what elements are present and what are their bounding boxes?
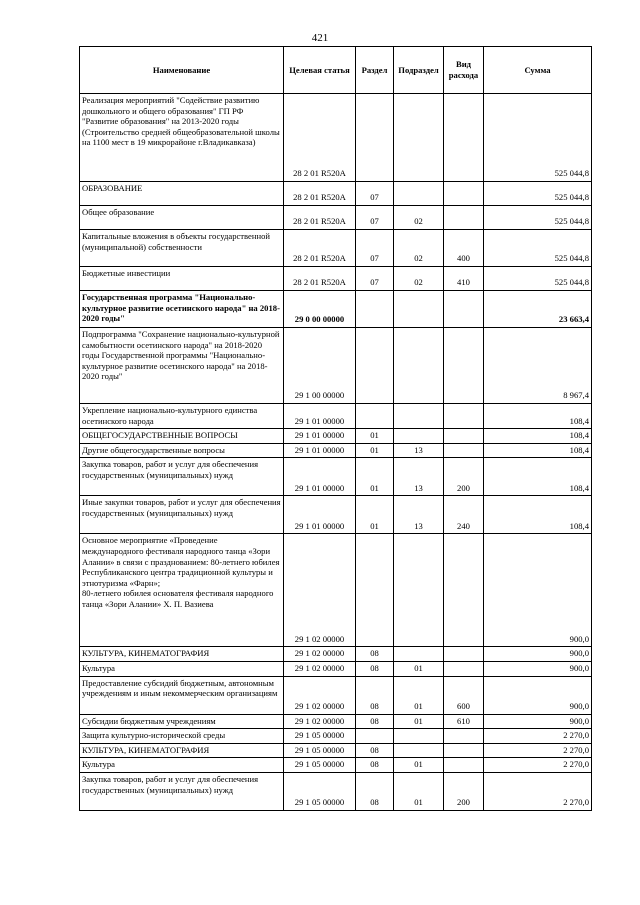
row-subsection (394, 404, 444, 429)
row-section (356, 404, 394, 429)
table-row (80, 758, 592, 773)
table-row (80, 661, 592, 676)
table-row (80, 443, 592, 458)
row-name: Основное мероприятие «Проведение международного фестиваля народного танца «Зори Алании» в связи с празднованием: 80-летнего юбилея Республиканского центра традиционной культуры и этнотуризма «Фарн»; 80-летнего юбилея основателя фестиваля народного танца «Зори Алании» Х. П. Вазиева (80, 534, 284, 647)
row-code: 29 1 01 00000 (284, 429, 356, 444)
row-section: 08 (356, 661, 394, 676)
table-row (80, 404, 592, 429)
row-subsection (394, 647, 444, 662)
row-name: КУЛЬТУРА, КИНЕМАТОГРАФИЯ (80, 647, 284, 662)
budget-table (79, 46, 592, 811)
row-sum: 108,4 (484, 443, 592, 458)
row-type (444, 206, 484, 230)
row-type (444, 328, 484, 404)
row-name: Культура (80, 661, 284, 676)
row-code: 29 1 00 00000 (284, 328, 356, 404)
row-sum: 2 270,0 (484, 743, 592, 758)
row-subsection (394, 429, 444, 444)
row-name: ОБРАЗОВАНИЕ (80, 182, 284, 206)
table-row (80, 230, 592, 267)
row-type (444, 729, 484, 744)
row-sum: 8 967,4 (484, 328, 592, 404)
row-subsection: 13 (394, 496, 444, 534)
header-name: Наименование (80, 47, 284, 94)
row-section: 07 (356, 267, 394, 291)
row-code: 29 1 01 00000 (284, 443, 356, 458)
row-sum: 525 044,8 (484, 94, 592, 182)
row-name: ОБЩЕГОСУДАРСТВЕННЫЕ ВОПРОСЫ (80, 429, 284, 444)
row-code: 29 1 02 00000 (284, 647, 356, 662)
row-subsection (394, 729, 444, 744)
table-row (80, 714, 592, 729)
row-name: Укрепление национально-культурного единства осетинского народа (80, 404, 284, 429)
row-subsection (394, 182, 444, 206)
row-code: 29 1 02 00000 (284, 676, 356, 714)
row-name: Иные закупки товаров, работ и услуг для обеспечения государственных (муниципальных) нужд (80, 496, 284, 534)
row-sum: 900,0 (484, 647, 592, 662)
row-code: 29 0 00 00000 (284, 291, 356, 328)
table-row (80, 94, 592, 182)
row-name: КУЛЬТУРА, КИНЕМАТОГРАФИЯ (80, 743, 284, 758)
row-subsection: 02 (394, 230, 444, 267)
table-row (80, 647, 592, 662)
row-section (356, 94, 394, 182)
row-section (356, 291, 394, 328)
row-sum: 525 044,8 (484, 206, 592, 230)
row-code: 28 2 01 R520A (284, 206, 356, 230)
row-sum: 108,4 (484, 458, 592, 496)
row-section (356, 729, 394, 744)
row-type (444, 429, 484, 444)
row-code: 28 2 01 R520A (284, 267, 356, 291)
row-name: Субсидии бюджетным учреждениям (80, 714, 284, 729)
row-subsection (394, 328, 444, 404)
row-section: 07 (356, 230, 394, 267)
row-sum: 2 270,0 (484, 758, 592, 773)
row-subsection (394, 743, 444, 758)
row-type: 200 (444, 458, 484, 496)
row-subsection (394, 94, 444, 182)
table-header-row (80, 47, 592, 94)
row-subsection: 01 (394, 676, 444, 714)
row-section: 08 (356, 647, 394, 662)
header-sum: Сумма (484, 47, 592, 94)
row-section: 07 (356, 182, 394, 206)
row-section: 08 (356, 714, 394, 729)
table-body (80, 94, 592, 811)
row-section (356, 534, 394, 647)
row-type: 610 (444, 714, 484, 729)
row-section: 01 (356, 429, 394, 444)
page-number: 421 (311, 32, 329, 44)
row-subsection: 01 (394, 661, 444, 676)
table-row (80, 772, 592, 810)
row-type: 240 (444, 496, 484, 534)
row-name: Общее образование (80, 206, 284, 230)
table-row (80, 328, 592, 404)
row-type (444, 182, 484, 206)
row-name: Закупка товаров, работ и услуг для обеспечения государственных (муниципальных) нужд (80, 772, 284, 810)
row-type (444, 661, 484, 676)
table-row (80, 496, 592, 534)
row-sum: 525 044,8 (484, 230, 592, 267)
table-row (80, 182, 592, 206)
row-name: Государственная программа "Национально-культурное развитие осетинского народа" на 2018-2020 годы" (80, 291, 284, 328)
row-code: 29 1 02 00000 (284, 534, 356, 647)
header-section: Раздел (356, 47, 394, 94)
row-section: 08 (356, 772, 394, 810)
row-code: 29 1 05 00000 (284, 758, 356, 773)
row-subsection: 02 (394, 206, 444, 230)
row-section: 07 (356, 206, 394, 230)
row-name: Подпрограмма "Сохранение национально-культурной самобытности осетинского народа" на 2018-2020 годы Государственной программы "Национально-культурное развитие осетинского народа" на 2018-2020 годы" (80, 328, 284, 404)
row-subsection: 01 (394, 772, 444, 810)
table-row (80, 267, 592, 291)
row-code: 29 1 05 00000 (284, 729, 356, 744)
row-name: Капитальные вложения в объекты государственной (муниципальной) собственности (80, 230, 284, 267)
row-code: 29 1 05 00000 (284, 772, 356, 810)
row-name: Защита культурно-исторической среды (80, 729, 284, 744)
row-subsection: 01 (394, 758, 444, 773)
row-name: Реализация мероприятий "Содействие развитию дошкольного и общего образования" ГП РФ "Развитие образования" на 2013-2020 годы (Строительство средней общеобразовательной школы на 1100 мест в 19 микрорайоне г.Владикавказа) (80, 94, 284, 182)
row-code: 29 1 02 00000 (284, 714, 356, 729)
header-code: Целевая статья (284, 47, 356, 94)
row-sum: 900,0 (484, 676, 592, 714)
row-code: 29 1 01 00000 (284, 404, 356, 429)
row-section: 08 (356, 743, 394, 758)
row-section: 08 (356, 676, 394, 714)
row-subsection (394, 534, 444, 647)
table-row (80, 291, 592, 328)
row-type (444, 94, 484, 182)
table-row (80, 206, 592, 230)
row-type (444, 758, 484, 773)
row-sum: 108,4 (484, 404, 592, 429)
row-type (444, 291, 484, 328)
row-sum: 2 270,0 (484, 772, 592, 810)
row-code: 29 1 02 00000 (284, 661, 356, 676)
row-subsection: 13 (394, 443, 444, 458)
row-sum: 900,0 (484, 714, 592, 729)
row-code: 29 1 01 00000 (284, 458, 356, 496)
row-sum: 525 044,8 (484, 267, 592, 291)
row-code: 29 1 05 00000 (284, 743, 356, 758)
row-type (444, 743, 484, 758)
row-subsection: 01 (394, 714, 444, 729)
row-sum: 108,4 (484, 496, 592, 534)
row-type (444, 404, 484, 429)
row-sum: 900,0 (484, 534, 592, 647)
row-name: Предоставление субсидий бюджетным, автономным учреждениям и иным некоммерческим организациям (80, 676, 284, 714)
table-row (80, 729, 592, 744)
row-type: 410 (444, 267, 484, 291)
table-row (80, 676, 592, 714)
table-row (80, 743, 592, 758)
row-type: 400 (444, 230, 484, 267)
row-sum: 23 663,4 (484, 291, 592, 328)
row-name: Другие общегосударственные вопросы (80, 443, 284, 458)
row-name: Бюджетные инвестиции (80, 267, 284, 291)
table-row (80, 429, 592, 444)
table-row (80, 534, 592, 647)
row-type (444, 647, 484, 662)
row-name: Культура (80, 758, 284, 773)
row-type (444, 443, 484, 458)
row-sum: 2 270,0 (484, 729, 592, 744)
row-sum: 525 044,8 (484, 182, 592, 206)
row-code: 28 2 01 R520A (284, 230, 356, 267)
header-type: Вид расхода (444, 47, 484, 94)
row-section: 01 (356, 496, 394, 534)
row-code: 28 2 01 R520A (284, 182, 356, 206)
row-subsection: 13 (394, 458, 444, 496)
header-subsection: Подраздел (394, 47, 444, 94)
table-row (80, 458, 592, 496)
row-section: 08 (356, 758, 394, 773)
row-code: 29 1 01 00000 (284, 496, 356, 534)
row-type: 600 (444, 676, 484, 714)
row-sum: 108,4 (484, 429, 592, 444)
row-type (444, 534, 484, 647)
row-code: 28 2 01 R520A (284, 94, 356, 182)
row-section (356, 328, 394, 404)
row-subsection (394, 291, 444, 328)
row-subsection: 02 (394, 267, 444, 291)
row-name: Закупка товаров, работ и услуг для обеспечения государственных (муниципальных) нужд (80, 458, 284, 496)
row-sum: 900,0 (484, 661, 592, 676)
row-section: 01 (356, 458, 394, 496)
row-type: 200 (444, 772, 484, 810)
row-section: 01 (356, 443, 394, 458)
